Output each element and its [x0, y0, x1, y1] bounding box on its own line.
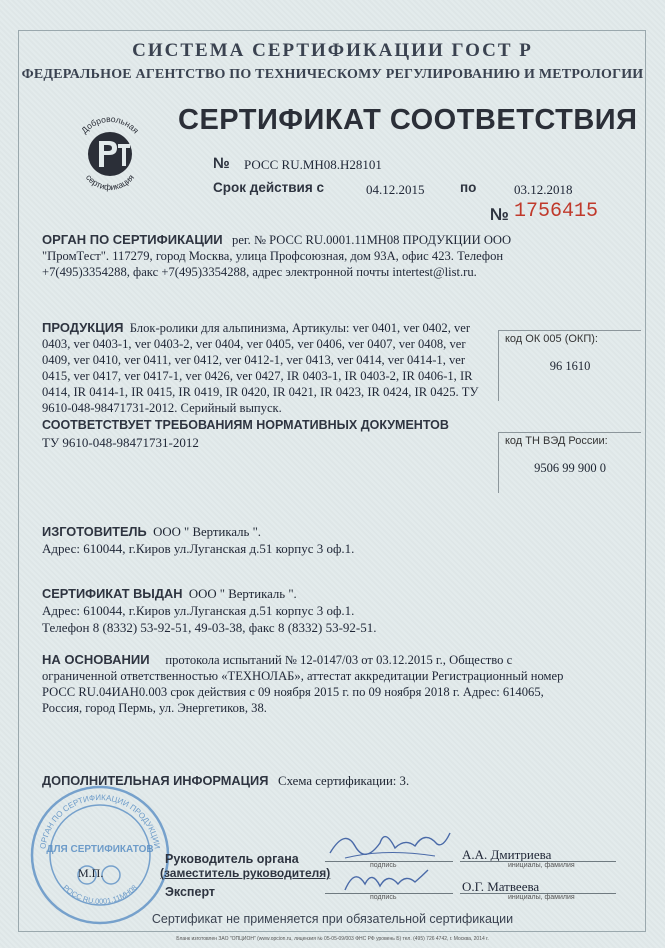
validity-label: Срок действия с — [213, 180, 324, 195]
head-sign-caption: подпись — [370, 862, 397, 869]
okp-value: 96 1610 — [549, 359, 591, 373]
stamp-ring-text: ОРГАН ПО СЕРТИФИКАЦИИ ПРОДУКЦИИ — [38, 792, 162, 850]
rst-logo-icon — [68, 110, 152, 194]
organ-label: ОРГАН ПО СЕРТИФИКАЦИИ — [42, 232, 223, 247]
serial-prefix: № — [490, 205, 509, 224]
expert-label: Эксперт — [165, 885, 216, 899]
expert-signature-icon — [340, 862, 430, 896]
head-label: Руководитель органа — [165, 852, 299, 866]
product-text: Блок-ролики для альпинизма, Артикулы: ver 0401, ver 0402, ver 0403, ver 0403-1, ver 0403-2, ver 0404, ver 0405, ver 0406, ver 0407, ver 0408, ver 0409, ver 0410, ver 0411, ver 0412, ver 0412-1, ver 0413, ver 0414, ver 0414-1, ver 0415, ver 0417, ver 0417-1, ver 0426, ver 0427, IR 0403-1, IR 0403-2, IR 0406-1, IR 0414, IR 0414-1, IR 0415, IR 0419, IR 0420, IR 0421, IR 0423, IR 0424, IR 0425. ТУ 9610-048-98471731-2012. Серийный выпуск. — [42, 321, 479, 415]
agency-heading: ФЕДЕРАЛЬНОЕ АГЕНТСТВО ПО ТЕХНИЧЕСКОМУ РЕГУЛИРОВАНИЮ И МЕТРОЛОГИИ — [21, 67, 644, 82]
footer-note: Сертификат не применяется при обязательной сертификации — [151, 912, 514, 926]
tnved-caption: код ТН ВЭД России: — [505, 435, 608, 447]
product-section — [42, 320, 490, 416]
head-signature-icon — [325, 818, 455, 868]
issued-address: Адрес: 610044, г.Киров ул.Луганская д.51 корпус 3 оф.1. — [42, 603, 355, 618]
logo-top-text: Добровольная — [79, 113, 141, 136]
expert-name: О.Г. Матвеева — [462, 879, 540, 894]
head-name: А.А. Дмитриева — [462, 847, 552, 862]
serial-number: 1756415 — [514, 200, 599, 223]
expert-sign-caption: подпись — [370, 894, 397, 901]
product-label: ПРОДУКЦИЯ — [42, 320, 124, 335]
head-initials-caption: инициалы, фамилия — [508, 862, 575, 869]
validity-from: 04.12.2015 — [366, 182, 425, 197]
logo-bottom-text: сертификация — [84, 172, 136, 193]
number-label: № — [213, 155, 230, 172]
manufacturer-line — [42, 524, 261, 540]
round-stamp-icon — [25, 780, 175, 930]
system-heading: СИСТЕМА СЕРТИФИКАЦИИ ГОСТ Р — [132, 40, 533, 61]
conformity-label: СООТВЕТСТВУЕТ ТРЕБОВАНИЯМ НОРМАТИВНЫХ ДОКУМЕНТОВ — [42, 418, 449, 432]
issued-name: ООО " Вертикаль ". — [188, 587, 297, 601]
expert-initials-caption: инициалы, фамилия — [508, 894, 575, 901]
mp-label: М.П. — [78, 866, 104, 880]
footer-print: Бланк изготовлен ЗАО "ОПЦИОН" (www.opcion.ru, лицензия № 05-05-09/003 ФНС РФ уровень Б) тел. (495) 726 4742, г. Москва, 2014 г. — [176, 936, 489, 942]
tnved-box — [498, 432, 641, 493]
certificate-number: РОСС RU.МН08.Н28101 — [244, 157, 382, 172]
issued-line — [42, 586, 297, 602]
manufacturer-address: Адрес: 610044, г.Киров ул.Луганская д.51 корпус 3 оф.1. — [42, 541, 355, 556]
validity-to-label: по — [460, 180, 477, 195]
manufacturer-name: ООО " Вертикаль ". — [153, 525, 261, 539]
certificate-title: СЕРТИФИКАТ СООТВЕТСТВИЯ — [178, 104, 638, 136]
stamp-center-text: ДЛЯ СЕРТИФИКАТОВ — [46, 844, 154, 855]
basis-text: протокола испытаний № 12-0147/03 от 03.12.2015 г., Общество с ограниченной ответственностью «ТЕХНОЛАБ», аттестат аккредитации Регистрационный номер РОСС RU.04ИАН0.003 срок действия с 09 ноября 2015 г. по 09 ноября 2018 г. Адрес: 614065, Россия, город Пермь, ул. Энергетиков, 38. — [42, 653, 564, 715]
issued-phone: Телефон 8 (8332) 53-92-51, 49-03-38, факс 8 (8332) 53-92-51. — [42, 620, 377, 635]
stamp-bottom-text: РОСС RU.0001.11МН08 — [61, 882, 139, 906]
organ-section — [42, 232, 562, 280]
svg-text:РОСС RU.0001.11МН08 — [61, 883, 138, 906]
okp-box — [498, 330, 641, 401]
organ-text: рег. № РОСС RU.0001.11МН08 ПРОДУКЦИИ ООО "ПромТест". 117279, город Москва, улица Профсоюзная, дом 93А, офис 423. Телефон +7(495)3354288, факс +7(495)3354288, адрес электронной почты intertest@list.ru. — [42, 233, 512, 279]
okp-caption: код ОК 005 (ОКП): — [505, 333, 598, 345]
conformity-text: ТУ 9610-048-98471731-2012 — [42, 435, 199, 450]
issued-label: СЕРТИФИКАТ ВЫДАН — [42, 586, 183, 601]
validity-to: 03.12.2018 — [514, 182, 573, 197]
extra-label: ДОПОЛНИТЕЛЬНАЯ ИНФОРМАЦИЯ — [42, 773, 269, 788]
manufacturer-label: ИЗГОТОВИТЕЛЬ — [42, 524, 147, 539]
basis-label: НА ОСНОВАНИИ — [42, 652, 150, 667]
basis-section — [42, 652, 582, 716]
tnved-value: 9506 99 900 0 — [534, 461, 606, 475]
extra-text: Схема сертификации: 3. — [278, 774, 410, 788]
deputy-label: (заместитель руководителя) — [160, 866, 331, 880]
